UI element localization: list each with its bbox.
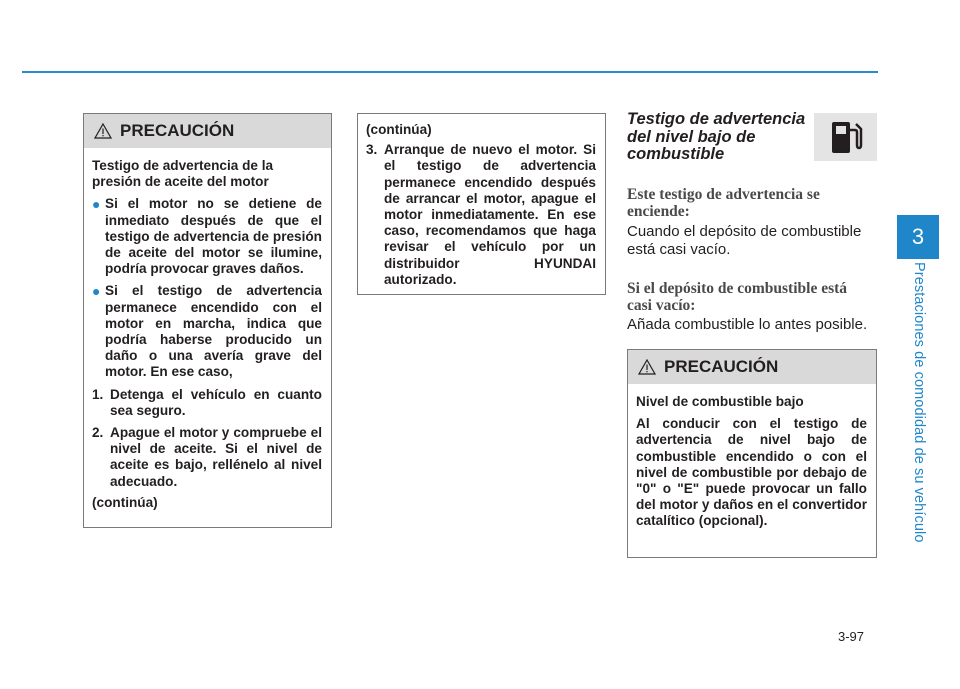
step-item: 2. Apague el motor y compruebe el nivel de aceite. Si el nivel de aceite es bajo, rellénelo al nivel adecuado. <box>92 425 322 489</box>
body-text-anada: Añada combustible lo antes posible. <box>627 316 868 333</box>
fuel-indicator-box <box>814 113 877 161</box>
section-heading: Testigo de advertencia del nivel bajo de combustible <box>627 110 806 163</box>
chapter-tab: 3 <box>897 215 939 259</box>
caution-box-fuel-level <box>627 349 877 558</box>
bullet-dot: ● <box>92 283 101 300</box>
continued-label: (continúa) <box>92 494 158 510</box>
chapter-title-vertical <box>904 262 934 543</box>
body-text-enciende: Cuando el depósito de combustible está casi vacío. <box>627 223 862 258</box>
caution-header <box>84 114 331 148</box>
caution-text: Al conducir con el testigo de advertencia de nivel bajo de combustible encendido o con el nivel de combustible por debajo de "0" o "E" puede provocar un fallo del motor y daños en el convertidor catalítico (opcional). <box>636 416 867 529</box>
warning-triangle-icon <box>94 123 112 139</box>
caution-subtitle: Nivel de combustible bajo <box>636 394 804 409</box>
step-item: 1. Detenga el vehículo en cuanto sea seguro. <box>92 386 322 418</box>
step-item: 3. Arranque de nuevo el motor. Si el testigo de advertencia permanece encendido después de arrancar el motor, apague el motor inmediatamente. En ese caso, recomendamos que haga revisar el vehículo por un distribuidor HYUNDAI autorizado. <box>366 142 596 287</box>
caution-body <box>628 384 876 538</box>
caution-title: PRECAUCIÓN <box>120 121 235 140</box>
caution-body <box>84 148 331 519</box>
caution-body <box>358 114 605 296</box>
bullet-dot: ● <box>92 196 101 213</box>
top-rule <box>22 71 878 73</box>
caution-header <box>628 350 876 384</box>
caution-box-continued <box>357 113 606 295</box>
sub-heading-enciende: Este testigo de advertencia se enciende: <box>627 186 820 220</box>
bullet-item: ● Si el motor no se detiene de inmediato después de que el testigo de advertencia de presión de aceite del motor se ilumine, podría provocar graves daños. <box>92 196 322 277</box>
bullet-item: ● Si el testigo de advertencia permanece encendido con el motor en marcha, indica que podría haberse producido un daño o una avería grave del motor. En ese caso, <box>92 283 322 380</box>
caution-subtitle: Testigo de advertencia de la presión de aceite del motor <box>92 158 274 190</box>
fuel-pump-icon <box>829 119 863 155</box>
caution-title: PRECAUCIÓN <box>664 357 779 376</box>
caution-box-oil-pressure <box>83 113 332 528</box>
page-number: 3-97 <box>838 629 865 644</box>
sub-heading-casi-vacio: Si el depósito de combustible está casi vacío: <box>627 280 848 314</box>
chapter-title: Prestaciones de comodidad de su vehículo <box>911 262 927 543</box>
warning-triangle-icon <box>638 359 656 375</box>
continued-label: (continúa) <box>366 122 432 137</box>
